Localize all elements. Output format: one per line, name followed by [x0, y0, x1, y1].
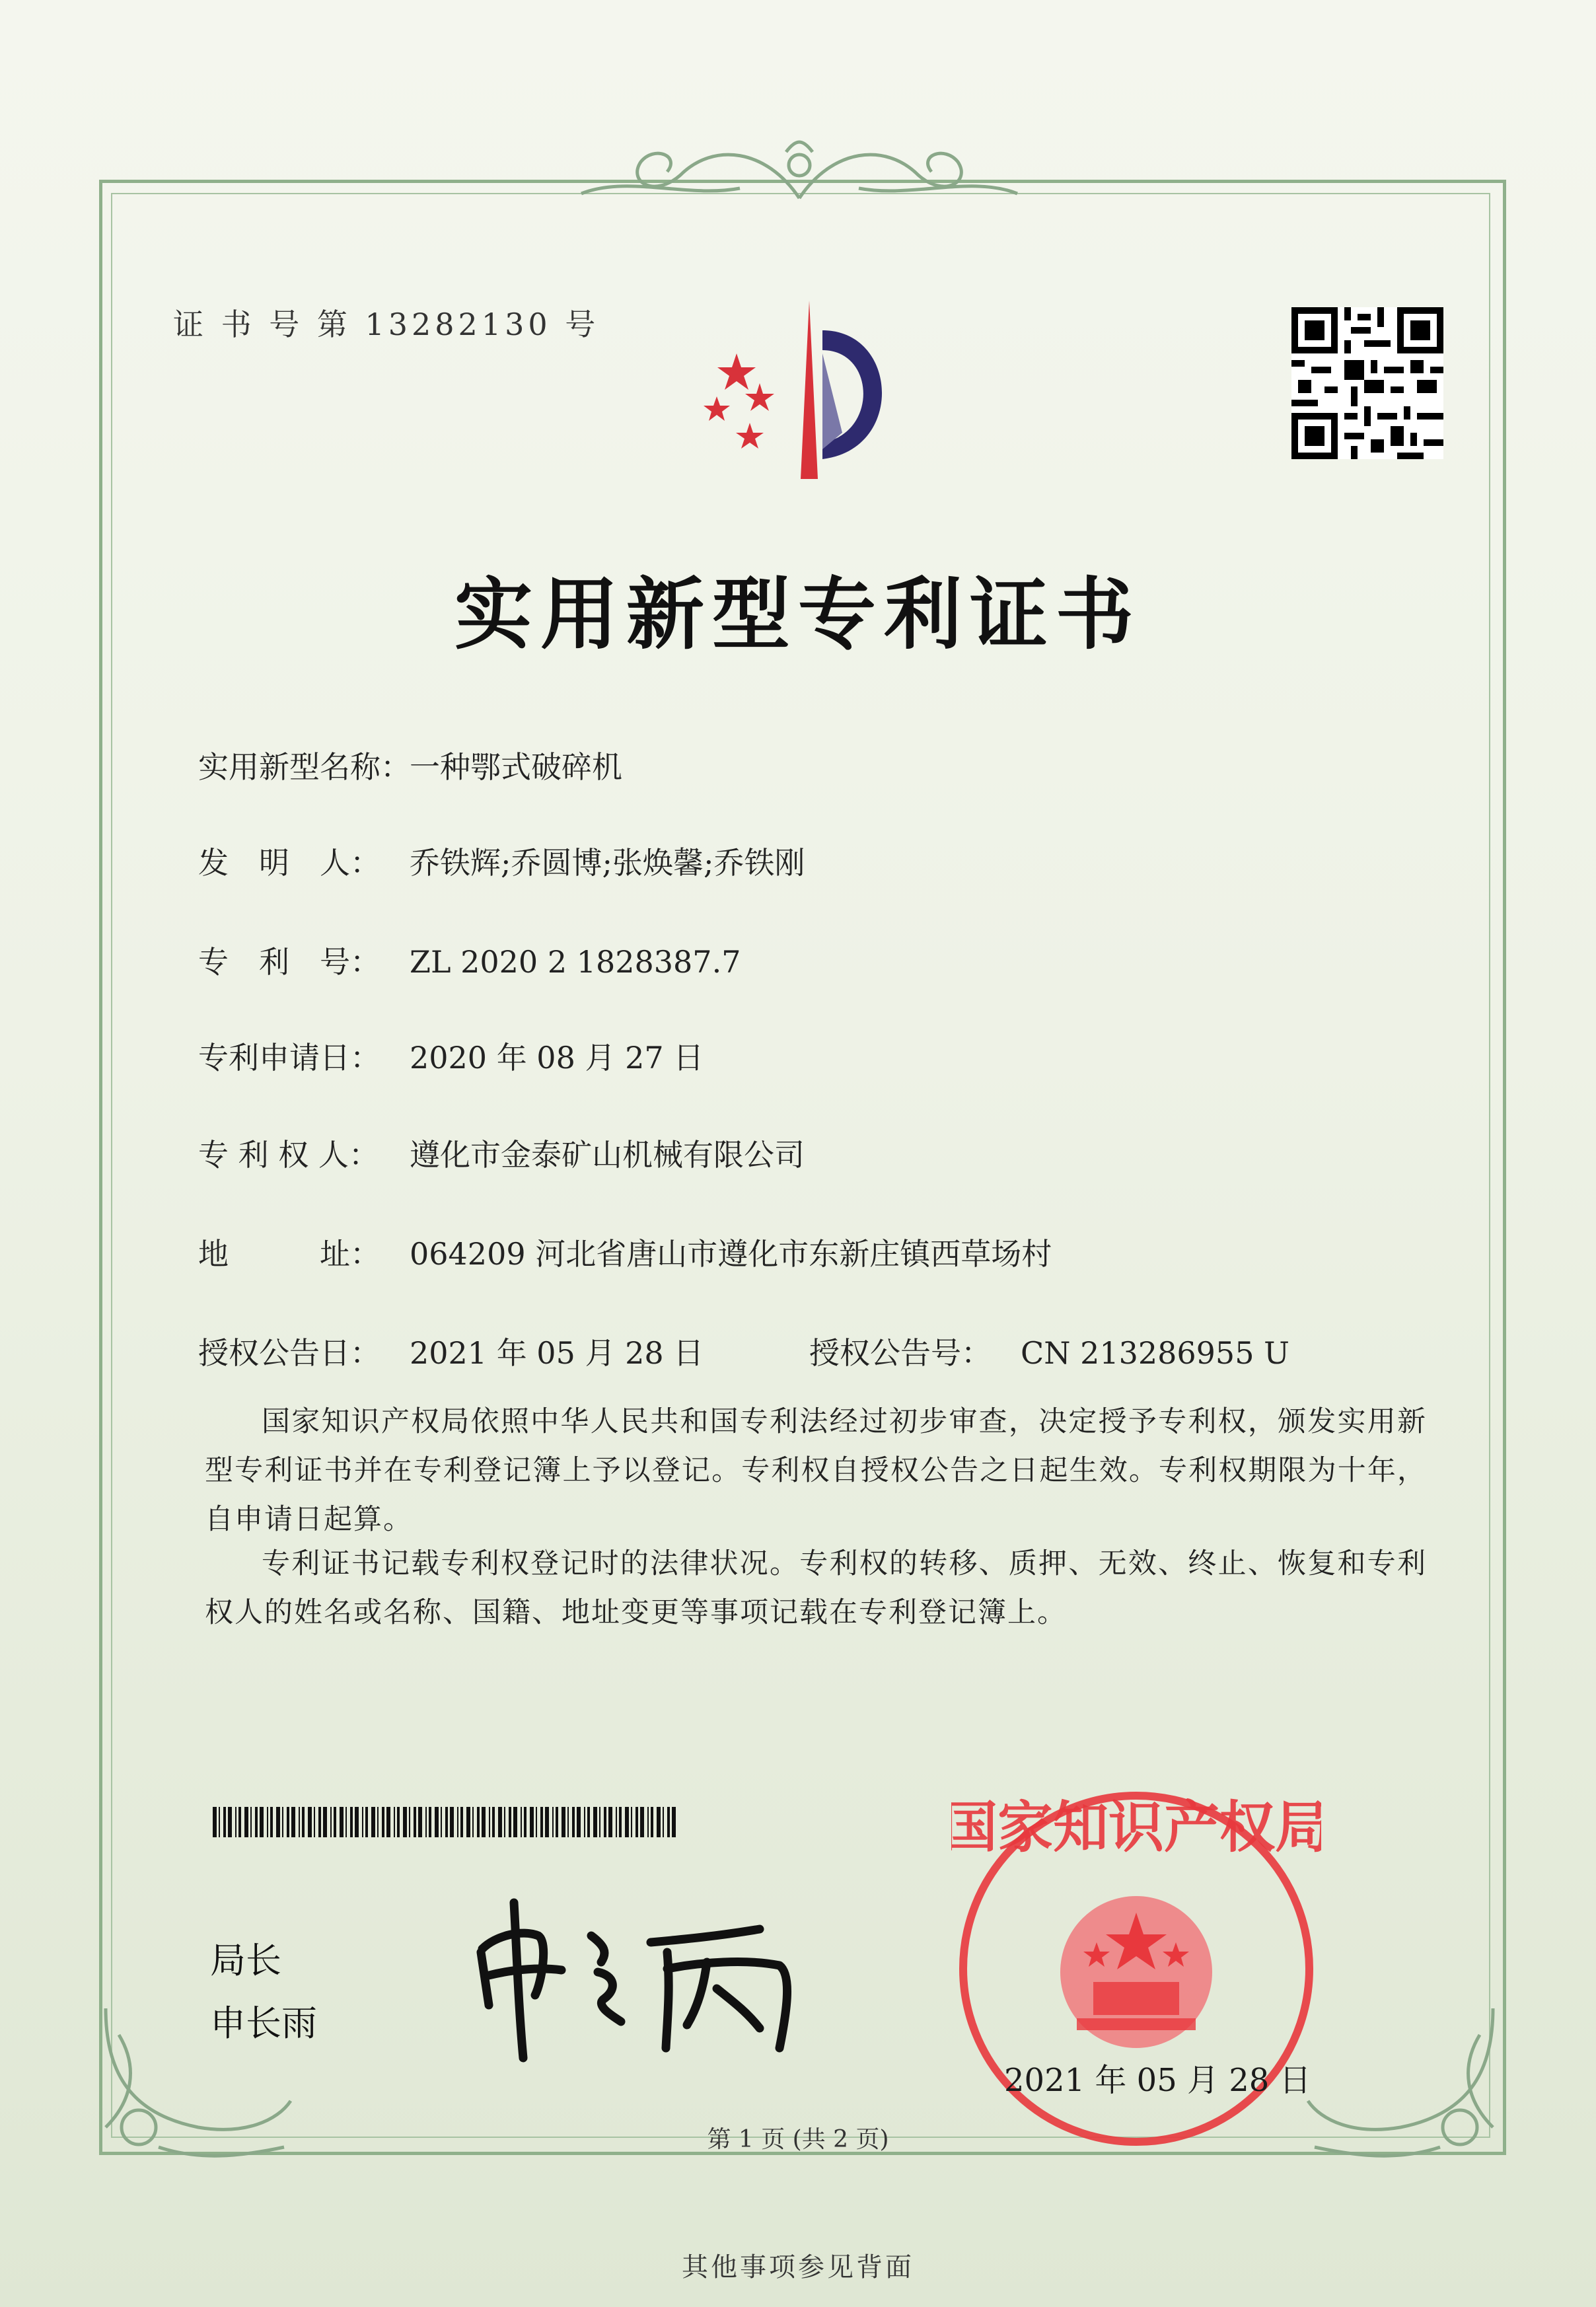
statement-paragraph: 国家知识产权局依照中华人民共和国专利法经过初步审查，决定授予专利权，颁发实用新型专利证书并在专利登记簿上予以登记。专利权自授权公告之日起生效。专利权期限为十年，自申请日起算。 [205, 1405, 1427, 1536]
cnipa-emblem-icon [687, 291, 938, 489]
field-value: ZL 2020 2 1828387.7 [410, 944, 741, 980]
field-grant-date [198, 1329, 704, 1373]
field-label: 授权公告日： [198, 1335, 381, 1371]
seal-date: 2021 年 05 月 28 日 [1004, 2062, 1311, 2099]
field-patentee [198, 1131, 805, 1175]
field-value: 一种鄂式破碎机 [410, 749, 622, 785]
field-label: 地 址： [198, 1236, 381, 1272]
certificate-title: 实用新型专利证书 [454, 568, 1142, 660]
field-grant-number [809, 1329, 1289, 1373]
director-title: 局长 [210, 1940, 281, 1981]
field-label: 实用新型名称： [198, 749, 411, 785]
field-label: 授权公告号： [809, 1335, 992, 1371]
field-patent-number [198, 938, 741, 982]
field-filing-date [198, 1034, 704, 1078]
field-value: CN 213286955 U [1021, 1335, 1289, 1371]
statement-paragraph: 专利证书记载专利权登记时的法律状况。专利权的转移、质押、无效、终止、恢复和专利权人的姓名或名称、国籍、地址变更等事项记载在专利登记簿上。 [205, 1547, 1427, 1629]
field-value: 乔铁辉;乔圆博;张焕馨;乔铁刚 [410, 845, 805, 881]
field-inventors [198, 839, 805, 883]
qr-code-icon [1291, 307, 1443, 459]
field-label: 专 利 权 人： [198, 1137, 379, 1173]
field-label: 专利申请日： [198, 1040, 381, 1076]
field-address [198, 1230, 1052, 1274]
field-label: 发 明 人： [198, 845, 381, 881]
field-value: 遵化市金泰矿山机械有限公司 [410, 1137, 805, 1173]
seal-text: 国家知识产权局 [951, 1795, 1321, 1860]
top-ornament [568, 135, 1031, 208]
barcode-icon [213, 1807, 678, 1837]
director-name: 申长雨 [210, 2002, 317, 2044]
page-number: 第 1 页 (共 2 页) [707, 2126, 889, 2153]
field-value: 064209 河北省唐山市遵化市东新庄镇西草场村 [410, 1236, 1052, 1272]
field-value: 2020 年 08 月 27 日 [410, 1040, 704, 1076]
footer-note: 其他事项参见背面 [682, 2252, 914, 2283]
certificate-number: 证 书 号 第 13282130 号 [173, 307, 600, 342]
director-signature-icon [469, 1889, 819, 2068]
field-utility-model-name [198, 743, 622, 787]
field-label: 专 利 号： [198, 944, 381, 980]
field-value: 2021 年 05 月 28 日 [410, 1335, 704, 1371]
